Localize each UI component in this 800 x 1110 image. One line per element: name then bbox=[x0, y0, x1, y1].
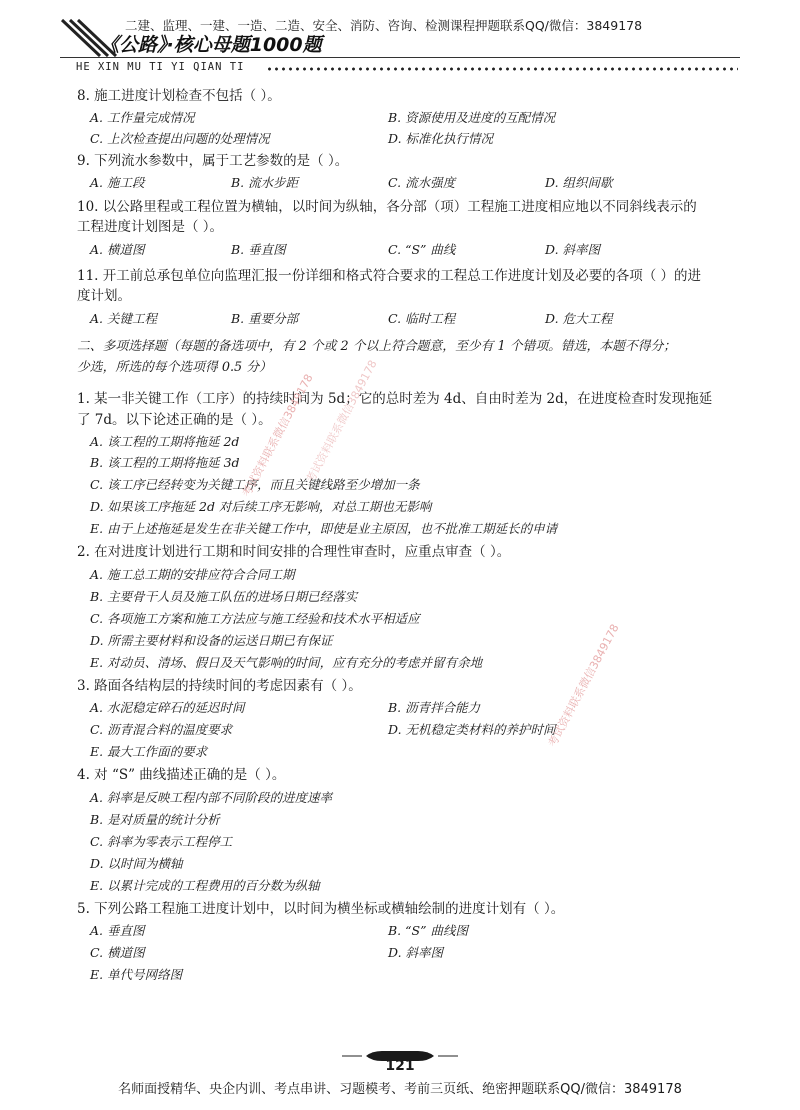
m5-option-b: B. “S” 曲线图 bbox=[388, 923, 468, 938]
m5-option-c: C. 横道图 bbox=[90, 945, 145, 960]
watermark-2: 考试资料联系微信3849178 bbox=[545, 621, 622, 750]
q9-option-a: A. 施工段 bbox=[90, 175, 145, 190]
m1-option-d: D. 如果该工序拖延 2d 对后续工序无影响，对总工期也无影响 bbox=[90, 499, 432, 514]
m2-option-c: C. 各项施工方案和施工方法应与施工经验和技术水平相适应 bbox=[90, 611, 420, 626]
q11-option-d: D. 危大工程 bbox=[545, 311, 613, 326]
multi-5-stem: 5. 下列公路工程施工进度计划中，以时间为横坐标或横轴绘制的进度计划有（ ）。 bbox=[77, 901, 565, 917]
m3-option-d: D. 无机稳定类材料的养护时间 bbox=[388, 722, 556, 737]
question-11-stem-line1: 11. 开工前总承包单位向监理汇报一份详细和格式符合要求的工程总工作进度计划及必要的各项（ ）的进 bbox=[77, 268, 702, 284]
m5-option-d: D. 斜率图 bbox=[388, 945, 444, 960]
q8-option-d: D. 标准化执行情况 bbox=[388, 131, 494, 146]
m1-option-e: E. 由于上述拖延是发生在非关键工作中，即使是业主原因，也不批准工期延长的申请 bbox=[90, 521, 558, 536]
q11-option-a: A. 关键工程 bbox=[90, 311, 157, 326]
page-number: 121 bbox=[385, 1058, 415, 1074]
m2-option-e: E. 对动员、清场、假日及天气影响的时间，应有充分的考虑并留有余地 bbox=[90, 655, 483, 670]
header-rule bbox=[60, 57, 740, 58]
m2-option-b: B. 主要骨干人员及施工队伍的进场日期已经落实 bbox=[90, 589, 358, 604]
header-banner: 二建、监理、一建、一造、二造、安全、消防、咨询、检测课程押题联系QQ/微信：3849178 bbox=[125, 18, 643, 33]
m4-option-c: C. 斜率为零表示工程停工 bbox=[90, 834, 233, 849]
q9-option-d: D. 组织间歇 bbox=[545, 175, 613, 190]
m5-option-e: E. 单代号网络图 bbox=[90, 967, 183, 982]
m2-option-a: A. 施工总工期的安排应符合合同工期 bbox=[90, 567, 295, 582]
q8-option-b: B. 资源使用及进度的互配情况 bbox=[388, 110, 556, 125]
question-10-stem-line2: 工程进度计划图是（ ）。 bbox=[77, 219, 224, 235]
multi-3-stem: 3. 路面各结构层的持续时间的考虑因素有（ ）。 bbox=[77, 678, 362, 694]
m4-option-e: E. 以累计完成的工程费用的百分数为纵轴 bbox=[90, 878, 320, 893]
multi-1-stem-line1: 1. 某一非关键工作（工序）的持续时间为 5d；它的总时差为 4d、自由时差为 2d，在进度检查时发现拖延 bbox=[77, 391, 713, 407]
question-10-stem-line1: 10. 以公路里程或工程位置为横轴，以时间为纵轴，各分部（项）工程施工进度相应地以不同斜线表示的 bbox=[77, 199, 697, 215]
q10-option-d: D. 斜率图 bbox=[545, 242, 601, 257]
page-ornament bbox=[342, 1046, 458, 1056]
q8-option-c: C. 上次检查提出问题的处理情况 bbox=[90, 131, 270, 146]
watermark-1: 考试资料联系微信3849178 bbox=[239, 371, 316, 500]
q11-option-b: B. 重要分部 bbox=[231, 311, 299, 326]
q9-option-c: C. 流水强度 bbox=[388, 175, 456, 190]
header-pinyin: HE XIN MU TI YI QIAN TI bbox=[76, 61, 245, 73]
q10-option-c: C. “S” 曲线 bbox=[388, 242, 456, 257]
footer-banner: 名师面授精华、央企内训、考点串讲、习题模考、考前三页纸、绝密押题联系QQ/微信：3849178 bbox=[118, 1082, 682, 1097]
q10-option-b: B. 垂直图 bbox=[231, 242, 286, 257]
section-2-heading-line2: 少选，所选的每个选项得 0.5 分） bbox=[77, 360, 272, 375]
q11-option-c: C. 临时工程 bbox=[388, 311, 456, 326]
m5-option-a: A. 垂直图 bbox=[90, 923, 145, 938]
m1-option-a: A. 该工程的工期将拖延 2d bbox=[90, 434, 240, 449]
m1-option-c: C. 该工序已经转变为关键工序，而且关键线路至少增加一条 bbox=[90, 477, 420, 492]
m3-option-c: C. 沥青混合料的温度要求 bbox=[90, 722, 233, 737]
m2-option-d: D. 所需主要材料和设备的运送日期已有保证 bbox=[90, 633, 333, 648]
question-11-stem-line2: 度计划。 bbox=[77, 288, 131, 304]
m4-option-a: A. 斜率是反映工程内部不同阶段的进度速率 bbox=[90, 790, 332, 805]
watermark-3: 考试资料联系微信3849178 bbox=[303, 357, 380, 486]
m3-option-a: A. 水泥稳定碎石的延迟时间 bbox=[90, 700, 245, 715]
m1-option-b: B. 该工程的工期将拖延 3d bbox=[90, 455, 240, 470]
m4-option-d: D. 以时间为横轴 bbox=[90, 856, 183, 871]
q9-option-b: B. 流水步距 bbox=[231, 175, 299, 190]
section-2-heading-line1: 二、多项选择题（每题的备选项中，有 2 个或 2 个以上符合题意，至少有 1 个错项。错选，本题不得分； bbox=[77, 339, 677, 354]
multi-1-stem-line2: 了 7d。以下论述正确的是（ ）。 bbox=[77, 412, 272, 428]
question-9-stem: 9. 下列流水参数中，属于工艺参数的是（ ）。 bbox=[77, 153, 349, 169]
m3-option-b: B. 沥青拌合能力 bbox=[388, 700, 481, 715]
m3-option-e: E. 最大工作面的要求 bbox=[90, 744, 208, 759]
question-8-stem: 8. 施工进度计划检查不包括（ ）。 bbox=[77, 88, 281, 104]
q8-option-a: A. 工作量完成情况 bbox=[90, 110, 195, 125]
multi-2-stem: 2. 在对进度计划进行工期和时间安排的合理性审查时，应重点审查（ ）。 bbox=[77, 544, 511, 560]
q10-option-a: A. 横道图 bbox=[90, 242, 145, 257]
header-dots bbox=[266, 67, 738, 71]
m4-option-b: B. 是对质量的统计分析 bbox=[90, 812, 220, 827]
multi-4-stem: 4. 对 “S” 曲线描述正确的是（ ）。 bbox=[77, 767, 286, 783]
book-title: 《公路》·核心母题1000题 bbox=[100, 34, 322, 56]
